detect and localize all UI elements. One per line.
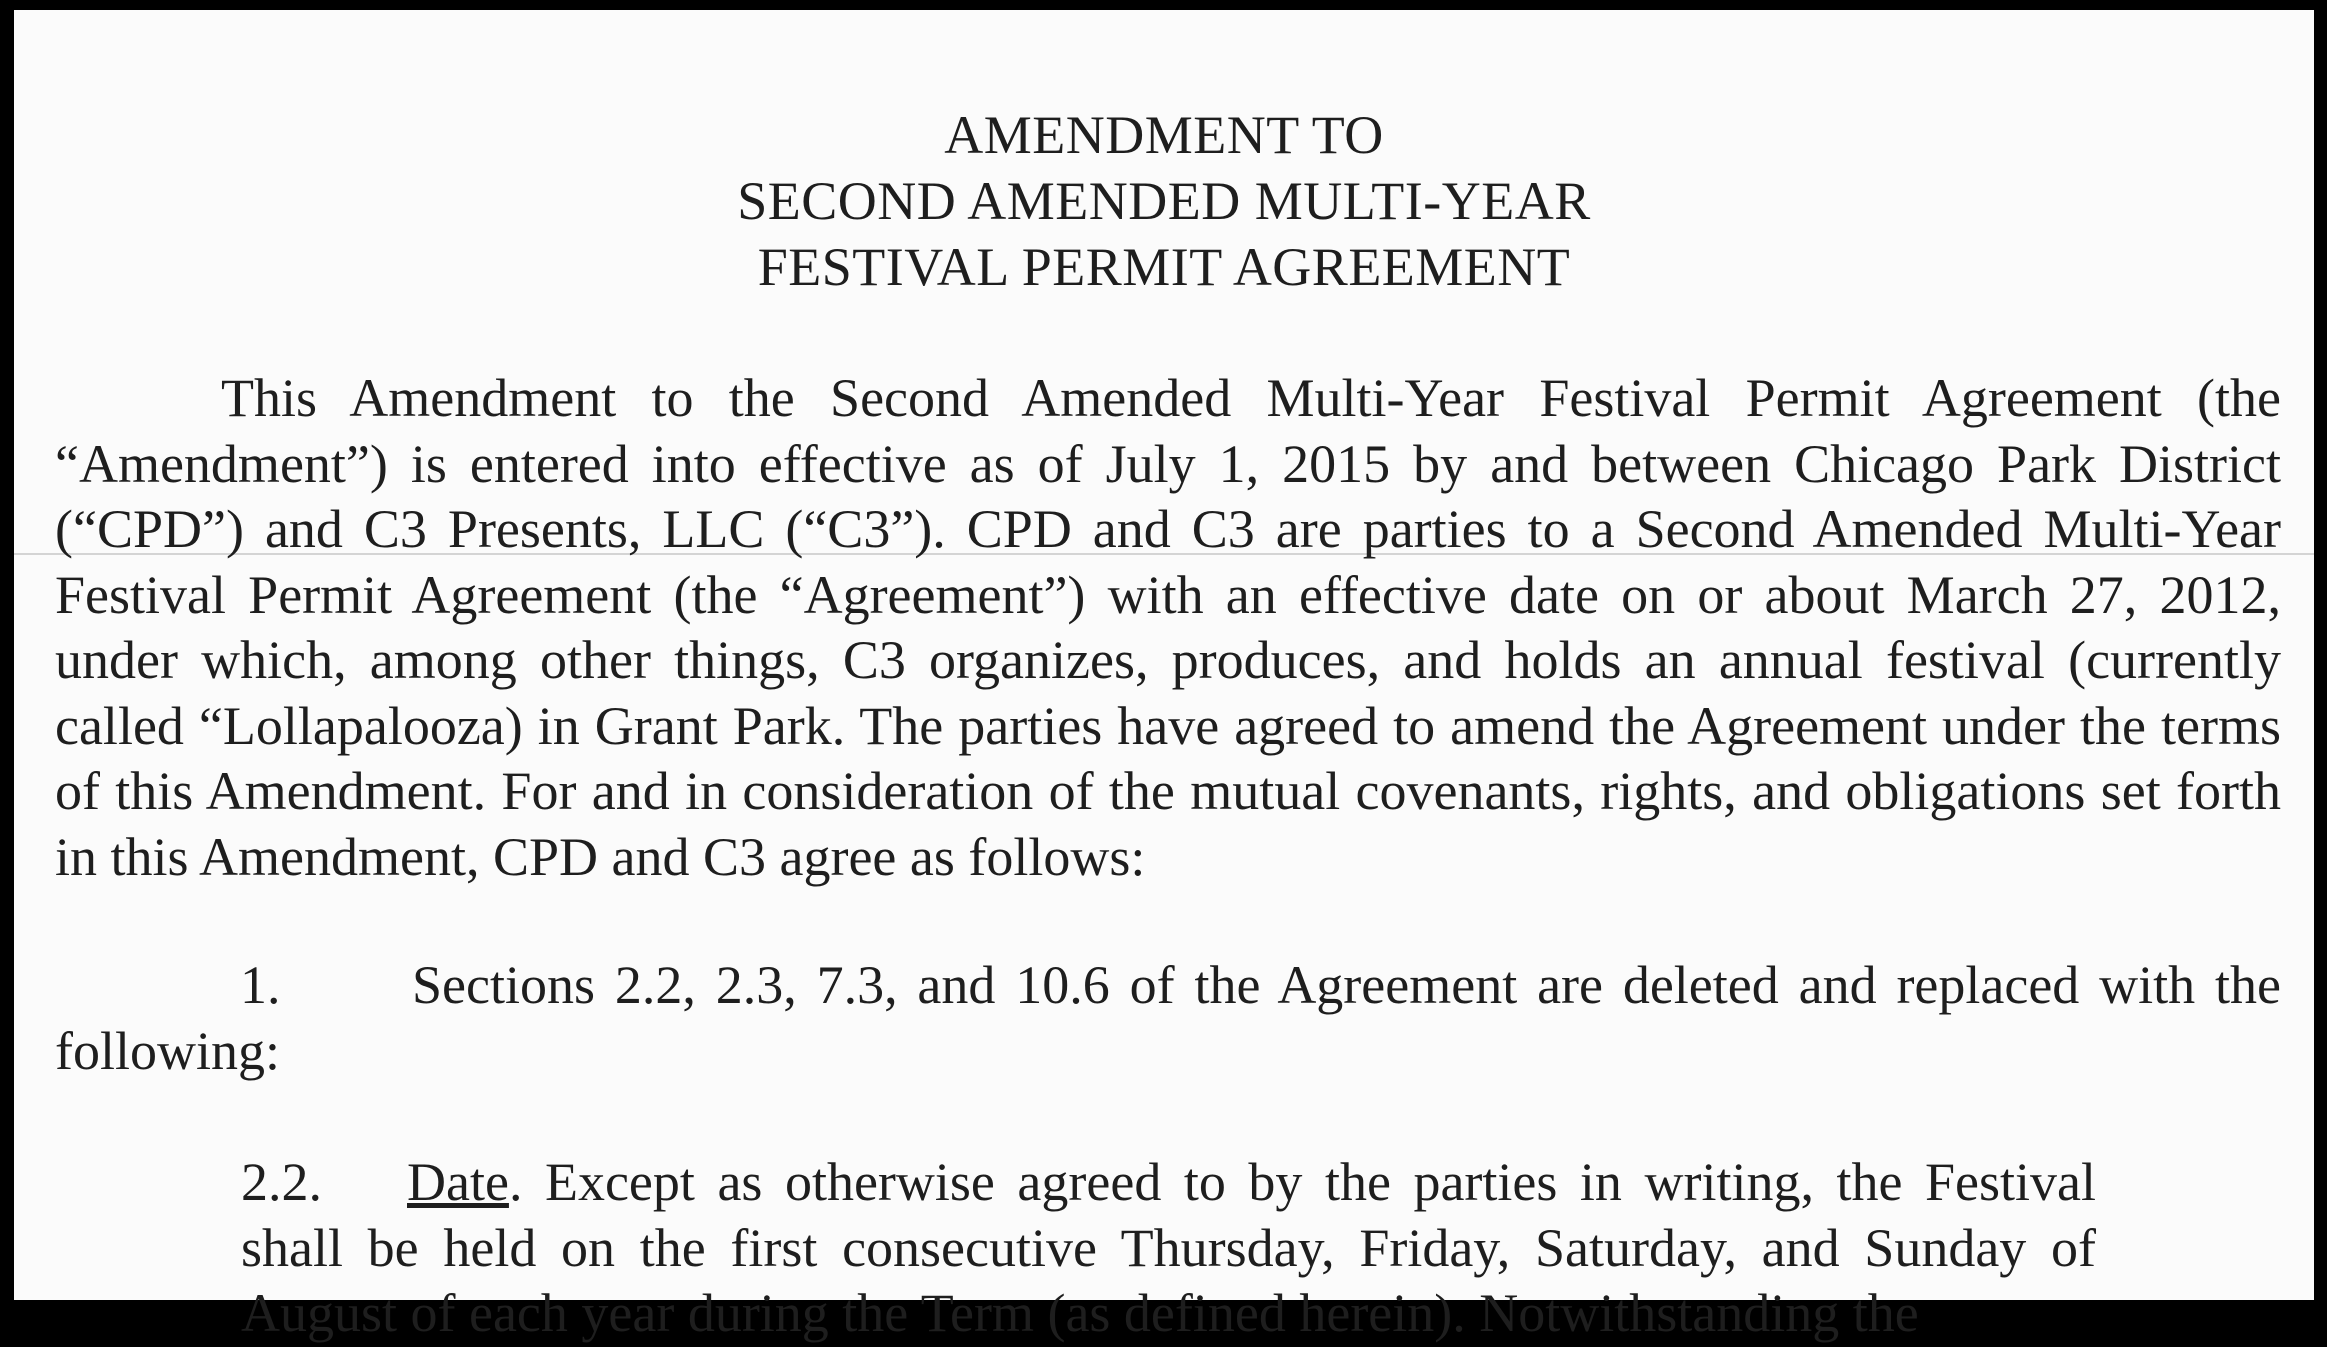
section-heading: Date xyxy=(407,1152,509,1212)
item-text: Sections 2.2, 2.3, 7.3, and 10.6 of the Agreement are deleted and replaced with the following: xyxy=(55,955,2281,1081)
title-line-3: FESTIVAL PERMIT AGREEMENT xyxy=(757,237,1571,297)
section-number: 2.2. xyxy=(241,1152,322,1212)
item-number: 1. xyxy=(240,955,281,1015)
section-2-2 xyxy=(241,1150,2096,1347)
numbered-item-1 xyxy=(55,953,2281,1084)
section-text: Except as otherwise agreed to by the parties in writing, the Festival shall be held on the first consecutive Thursday, Friday, Saturday, and Sunday of August of each year during the Term (as defined herein). Notwithstanding the xyxy=(241,1152,2096,1343)
document-title xyxy=(14,102,2314,300)
intro-paragraph: This Amendment to the Second Amended Multi-Year Festival Permit Agreement (the “Amendment”) is entered into effective as of July 1, 2015 by and between Chicago Park District (“CPD”) and C3 Presents, LLC (“C3”). CPD and C3 are parties to a Second Amended Multi-Year Festival Permit Agreement (the “Agreement”) with an effective date on or about March 27, 2012, under which, among other things, C3 organizes, produces, and holds an annual festival (currently called “Lollapalooza) in Grant Park. The parties have agreed to amend the Agreement under the terms of this Amendment. For and in consideration of the mutual covenants, rights, and obligations set forth in this Amendment, CPD and C3 agree as follows: xyxy=(55,368,2281,887)
section-heading-punctuation: . xyxy=(508,1152,523,1212)
title-line-1: AMENDMENT TO xyxy=(944,105,1384,165)
title-line-2: SECOND AMENDED MULTI-YEAR xyxy=(737,171,1591,231)
document-page xyxy=(14,10,2314,1343)
